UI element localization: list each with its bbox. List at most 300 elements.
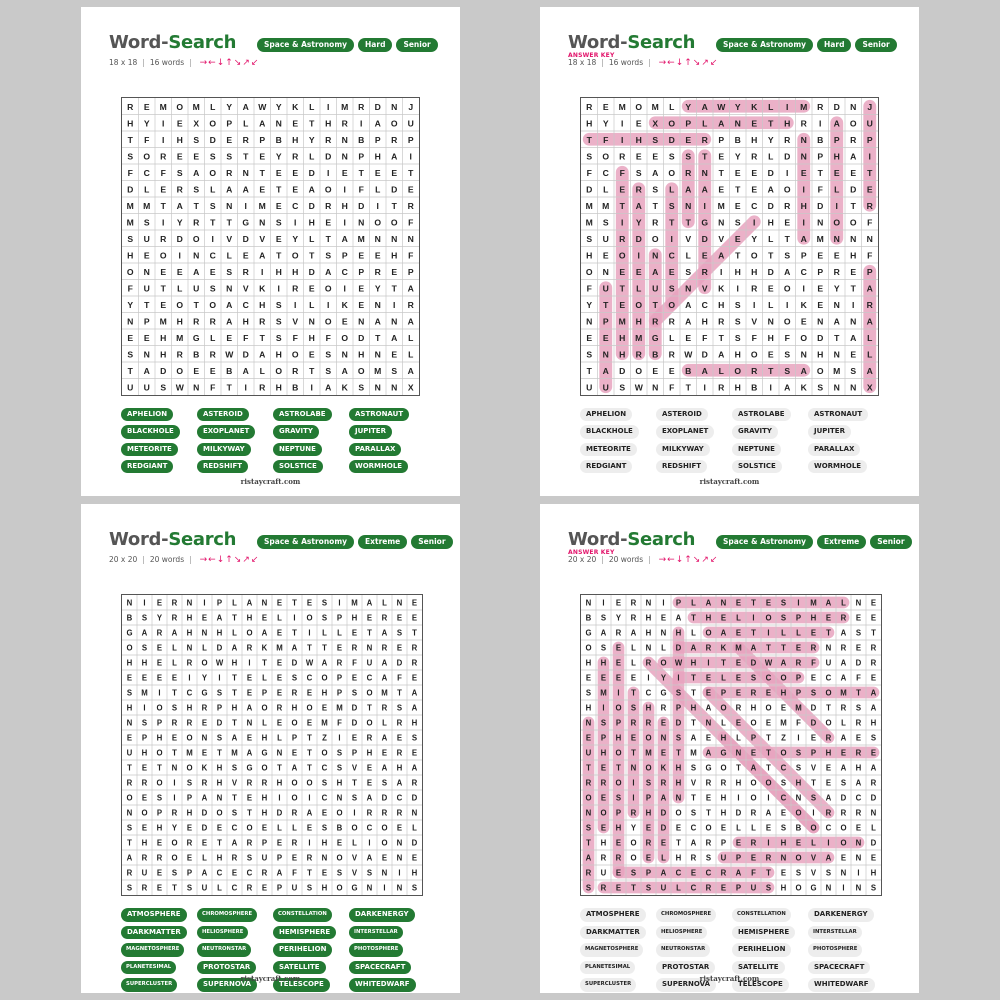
grid-letter: U (261, 853, 268, 863)
grid-letter: P (720, 838, 727, 848)
grid-letter: T (232, 718, 237, 728)
grid-letter: P (675, 703, 682, 713)
grid-letter: S (396, 703, 403, 713)
grid-letter: T (685, 382, 691, 393)
grid-letter: R (209, 316, 216, 327)
grid-letter: F (144, 134, 150, 145)
grid-letter: O (143, 151, 151, 162)
grid-letter: T (144, 299, 150, 310)
puzzle-meta (109, 555, 259, 565)
grid-letter: E (675, 823, 682, 833)
grid-letter: R (396, 748, 403, 758)
word-bank-item: JUPITER (349, 425, 392, 438)
grid-letter: S (705, 853, 712, 863)
grid-letter: O (291, 793, 298, 803)
grid-letter: E (635, 118, 642, 129)
grid-letter: A (660, 868, 667, 878)
grid-letter: E (870, 748, 877, 758)
grid-letter: E (690, 868, 697, 878)
tag-level: Senior (870, 535, 911, 549)
grid-letter: C (690, 883, 697, 893)
grid-letter: S (127, 349, 134, 360)
grid-letter: E (276, 838, 283, 848)
grid-letter: O (291, 718, 298, 728)
grid-letter: E (276, 598, 283, 608)
grid-letter: L (736, 613, 741, 623)
grid-letter: E (193, 365, 200, 376)
grid-letter: O (645, 763, 652, 773)
grid-letter: D (767, 200, 774, 211)
grid-letter: F (586, 283, 592, 294)
grid-letter: M (840, 688, 847, 698)
word-bank-item: MILKYWAY (197, 443, 251, 456)
grid-letter: Y (751, 233, 758, 244)
grid-letter: R (705, 778, 712, 788)
grid-letter: S (765, 883, 772, 893)
grid-letter: S (411, 733, 418, 743)
title-search: Search (627, 32, 696, 53)
grid-letter: T (375, 332, 381, 343)
grid-letter: C (292, 200, 299, 211)
grid-letter: E (718, 151, 725, 162)
grid-letter: G (192, 332, 200, 343)
grid-letter: E (685, 332, 692, 343)
grid-letter: H (705, 613, 712, 623)
grid-letter: A (321, 658, 328, 668)
grid-letter: E (351, 733, 358, 743)
grid-letter: L (144, 184, 150, 195)
grid-letter: O (275, 365, 283, 376)
grid-letter: I (353, 808, 356, 818)
grid-letter: I (294, 299, 297, 310)
grid-letter: A (735, 868, 742, 878)
grid-letter: R (171, 598, 178, 608)
grid-letter: O (795, 883, 802, 893)
grid-letter: T (232, 688, 237, 698)
grid-letter: T (867, 167, 873, 178)
grid-letter: I (218, 673, 221, 683)
grid-letter: T (691, 793, 696, 803)
grid-letter: S (231, 808, 238, 818)
grid-letter: P (795, 613, 802, 623)
grid-letter: I (293, 613, 296, 623)
grid-letter: E (291, 853, 298, 863)
grid-letter: A (226, 299, 233, 310)
grid-letter: S (780, 598, 787, 608)
grid-letter: H (341, 200, 348, 211)
grid-letter: T (325, 233, 331, 244)
grid-letter: Y (176, 217, 183, 228)
grid-letter: H (675, 778, 682, 788)
grid-letter: R (246, 643, 253, 653)
title-word: Word- (568, 529, 628, 550)
grid-letter: H (127, 118, 134, 129)
grid-letter: I (602, 703, 605, 713)
grid-letter: T (817, 167, 823, 178)
grid-letter: N (800, 134, 807, 145)
grid-letter: F (796, 718, 801, 728)
grid-letter: S (358, 382, 365, 393)
grid-letter: N (259, 217, 266, 228)
grid-letter: H (156, 823, 163, 833)
grid-letter: P (261, 838, 268, 848)
grid-letter: T (307, 748, 312, 758)
grid-letter: E (358, 299, 365, 310)
grid-letter: A (780, 658, 787, 668)
grid-letter: R (585, 868, 592, 878)
grid-letter: A (171, 628, 178, 638)
grid-letter: A (231, 838, 238, 848)
grid-letter: R (840, 808, 847, 818)
grid-letter: H (276, 778, 283, 788)
grid-letter: E (735, 718, 742, 728)
grid-letter: H (615, 823, 622, 833)
grid-letter: T (259, 167, 265, 178)
word-bank-item: REDGIANT (580, 460, 632, 473)
grid-letter: E (201, 748, 208, 758)
grid-letter: H (321, 883, 328, 893)
grid-letter: M (618, 101, 626, 112)
grid-letter: A (366, 598, 373, 608)
grid-letter: P (810, 748, 817, 758)
grid-letter: T (586, 763, 591, 773)
grid-letter: T (408, 167, 414, 178)
grid-letter: E (141, 763, 148, 773)
grid-letter: L (217, 883, 222, 893)
grid-letter: W (764, 658, 773, 668)
grid-letter: A (870, 703, 877, 713)
grid-letter: T (766, 748, 771, 758)
grid-letter: E (275, 233, 282, 244)
grid-letter: D (411, 793, 418, 803)
grid-letter: H (261, 808, 268, 818)
grid-letter: A (407, 316, 414, 327)
grid-letter: C (751, 200, 758, 211)
grid-letter: R (825, 733, 832, 743)
grid-letter: N (391, 233, 398, 244)
word-bank-item: SPACECRAFT (349, 961, 411, 975)
grid-letter: A (374, 118, 381, 129)
grid-letter: A (870, 688, 877, 698)
grid-letter: E (585, 733, 592, 743)
page-title (109, 529, 236, 550)
grid-letter: E (602, 332, 609, 343)
grid-letter: S (635, 167, 642, 178)
grid-letter: D (216, 643, 223, 653)
grid-letter: O (795, 808, 802, 818)
grid-letter: N (276, 748, 283, 758)
grid-letter: T (631, 883, 636, 893)
grid-letter: S (209, 283, 216, 294)
grid-letter: S (193, 134, 200, 145)
grid-letter: A (705, 703, 712, 713)
grid-letter: S (652, 134, 659, 145)
grid-letter: N (585, 718, 592, 728)
grid-letter: V (751, 316, 758, 327)
word-bank-item: INTERSTELLAR (808, 926, 862, 940)
grid-letter: H (855, 763, 862, 773)
grid-letter: E (160, 184, 167, 195)
grid-letter: A (325, 266, 332, 277)
grid-letter: S (602, 217, 609, 228)
grid-letter: L (871, 823, 876, 833)
grid-letter: N (216, 793, 223, 803)
grid-letter: T (397, 688, 402, 698)
grid-letter: H (817, 349, 824, 360)
grid-letter: N (396, 853, 403, 863)
grid-letter: R (619, 151, 626, 162)
grid-letter: N (261, 598, 268, 608)
grid-letter: R (705, 838, 712, 848)
grid-letter: E (308, 283, 315, 294)
grid-letter: O (201, 658, 208, 668)
grid-letter: H (720, 808, 727, 818)
grid-letter: R (176, 349, 183, 360)
grid-letter: L (259, 365, 265, 376)
grid-letter: P (276, 883, 283, 893)
grid-letter: N (186, 643, 193, 653)
grid-letter: A (600, 628, 607, 638)
grid-letter: E (160, 266, 167, 277)
grid-letter: I (617, 688, 620, 698)
grid-letter: S (325, 349, 332, 360)
grid-letter: Z (322, 733, 327, 743)
grid-letter: T (735, 250, 741, 261)
grid-letter: G (201, 688, 208, 698)
grid-letter: N (602, 349, 609, 360)
grid-letter: E (619, 299, 626, 310)
grid-letter: P (800, 250, 807, 261)
grid-letter: D (750, 658, 757, 668)
grid-letter: S (668, 151, 675, 162)
grid-letter: A (261, 628, 268, 638)
grid-letter: A (840, 658, 847, 668)
grid-letter: W (258, 101, 267, 112)
grid-letter: R (765, 853, 772, 863)
grid-letter: K (718, 283, 725, 294)
grid-letter: A (701, 365, 708, 376)
grid-letter: L (841, 598, 846, 608)
grid-letter: M (690, 748, 697, 758)
grid-letter: N (685, 283, 692, 294)
word-bank-item: CONSTELLATION (732, 908, 791, 922)
grid-letter: L (262, 718, 267, 728)
grid-letter: N (817, 316, 824, 327)
grid-letter: U (866, 118, 873, 129)
grid-letter: O (192, 233, 200, 244)
grid-letter: B (817, 134, 824, 145)
grid-letter: F (292, 868, 297, 878)
grid-letter: C (645, 688, 652, 698)
grid-letter: D (850, 184, 857, 195)
grid-letter: T (193, 200, 199, 211)
grid-letter: E (366, 613, 373, 623)
grid-letter: A (866, 365, 873, 376)
grid-letter: T (307, 643, 312, 653)
grid-letter: R (396, 808, 403, 818)
grid-letter: I (670, 233, 673, 244)
grid-letter: S (171, 703, 178, 713)
grid-letter: T (850, 200, 856, 211)
grid-letter: A (840, 733, 847, 743)
grid-letter: E (160, 299, 167, 310)
grid-letter: I (158, 688, 161, 698)
grid-letter: D (833, 101, 840, 112)
grid-letter: G (261, 748, 268, 758)
grid-letter: N (374, 349, 381, 360)
grid-letter: L (210, 332, 216, 343)
grid-letter: S (690, 763, 697, 773)
grid-letter: L (226, 250, 232, 261)
grid-letter: P (276, 853, 283, 863)
grid-letter: T (160, 200, 166, 211)
grid-letter: R (870, 643, 877, 653)
grid-letter: H (231, 703, 238, 713)
grid-letter: R (652, 316, 659, 327)
grid-letter: U (127, 382, 134, 393)
grid-letter: L (676, 883, 681, 893)
grid-letter: O (635, 365, 643, 376)
grid-letter: E (780, 868, 787, 878)
grid-letter: N (585, 598, 592, 608)
grid-letter: T (603, 299, 609, 310)
grid-letter: E (186, 853, 193, 863)
grid-letter: A (291, 763, 298, 773)
grid-letter: M (176, 332, 184, 343)
grid-letter: I (677, 673, 680, 683)
grid-letter: O (600, 808, 607, 818)
grid-letter: N (143, 349, 150, 360)
grid-letter: N (800, 151, 807, 162)
grid-letter: L (412, 823, 417, 833)
grid-letter: E (840, 748, 847, 758)
grid-letter: G (810, 883, 817, 893)
grid-letter: S (246, 853, 253, 863)
grid-letter: L (277, 613, 282, 623)
footer-website: ristaycraft.com (699, 477, 760, 486)
grid-letter: F (397, 673, 402, 683)
grid-letter: O (750, 793, 757, 803)
grid-letter: S (275, 299, 282, 310)
grid-letter: I (173, 793, 176, 803)
grid-letter: N (275, 118, 282, 129)
grid-letter: D (308, 167, 315, 178)
grid-letter: V (292, 316, 299, 327)
grid-letter: R (660, 703, 667, 713)
grid-letter: A (259, 349, 266, 360)
grid-letter: A (231, 643, 238, 653)
grid-letter: H (800, 200, 807, 211)
title-word: Word- (109, 32, 169, 53)
grid-letter: O (734, 365, 742, 376)
grid-letter: E (126, 673, 133, 683)
grid-letter: N (705, 718, 712, 728)
grid-letter: H (780, 838, 787, 848)
grid-letter: E (855, 613, 862, 623)
grid-letter: S (750, 673, 757, 683)
grid-letter: A (701, 101, 708, 112)
grid-letter: O (705, 628, 712, 638)
grid-letter: I (632, 778, 635, 788)
grid-letter: S (321, 778, 328, 788)
grid-letter: O (765, 703, 772, 713)
grid-letter: C (855, 793, 862, 803)
grid-letter: V (351, 853, 358, 863)
grid-letter: A (242, 101, 249, 112)
grid-letter: E (391, 349, 398, 360)
grid-letter: I (707, 658, 710, 668)
grid-letter: A (276, 868, 283, 878)
grid-letter: N (855, 853, 862, 863)
word-bank-item: INTERSTELLAR (349, 926, 403, 940)
grid-letter: T (676, 838, 681, 848)
grid-letter: Z (781, 733, 786, 743)
grid-letter: S (586, 151, 593, 162)
grid-letter: A (126, 853, 133, 863)
grid-letter: R (246, 883, 253, 893)
grid-letter: R (141, 853, 148, 863)
grid-letter: R (870, 658, 877, 668)
grid-letter: A (705, 748, 712, 758)
grid-letter: A (840, 673, 847, 683)
word-bank-item: NEPTUNE (273, 443, 322, 456)
grid-letter: S (216, 733, 223, 743)
grid-letter: E (870, 853, 877, 863)
grid-letter: H (325, 118, 332, 129)
grid-letter: L (232, 598, 237, 608)
grid-letter: T (619, 283, 625, 294)
grid-letter: R (585, 778, 592, 788)
grid-letter: A (855, 778, 862, 788)
word-bank-item: WHITEDWARF (808, 978, 875, 992)
grid-letter: S (585, 883, 592, 893)
grid-letter: E (705, 733, 712, 743)
grid-letter: E (635, 266, 642, 277)
grid-letter: P (186, 868, 193, 878)
grid-letter: R (176, 184, 183, 195)
grid-letter: N (660, 733, 667, 743)
grid-letter: G (351, 883, 358, 893)
grid-letter: C (366, 823, 373, 833)
grid-letter: S (160, 382, 167, 393)
grid-letter: D (870, 793, 877, 803)
grid-letter: C (216, 868, 223, 878)
grid-letter: E (615, 868, 622, 878)
grid-letter: E (615, 838, 622, 848)
grid-letter: I (835, 200, 838, 211)
grid-letter: S (870, 883, 877, 893)
grid-letter: S (630, 703, 637, 713)
grid-letter: P (833, 134, 840, 145)
grid-letter: I (178, 250, 181, 261)
grid-letter: N (396, 883, 403, 893)
grid-letter: S (171, 868, 178, 878)
grid-letter: E (396, 613, 403, 623)
grid-letter: E (381, 748, 388, 758)
grid-letter: T (652, 200, 658, 211)
grid-letter: L (262, 673, 267, 683)
grid-letter: T (691, 613, 696, 623)
grid-letter: Y (127, 299, 134, 310)
grid-letter: E (261, 613, 268, 623)
grid-letter: P (615, 718, 622, 728)
grid-letter: R (615, 853, 622, 863)
grid-letter: N (850, 101, 857, 112)
grid-letter: U (193, 283, 200, 294)
grid-letter: T (157, 763, 162, 773)
grid-letter: U (366, 658, 373, 668)
grid-letter: A (690, 643, 697, 653)
